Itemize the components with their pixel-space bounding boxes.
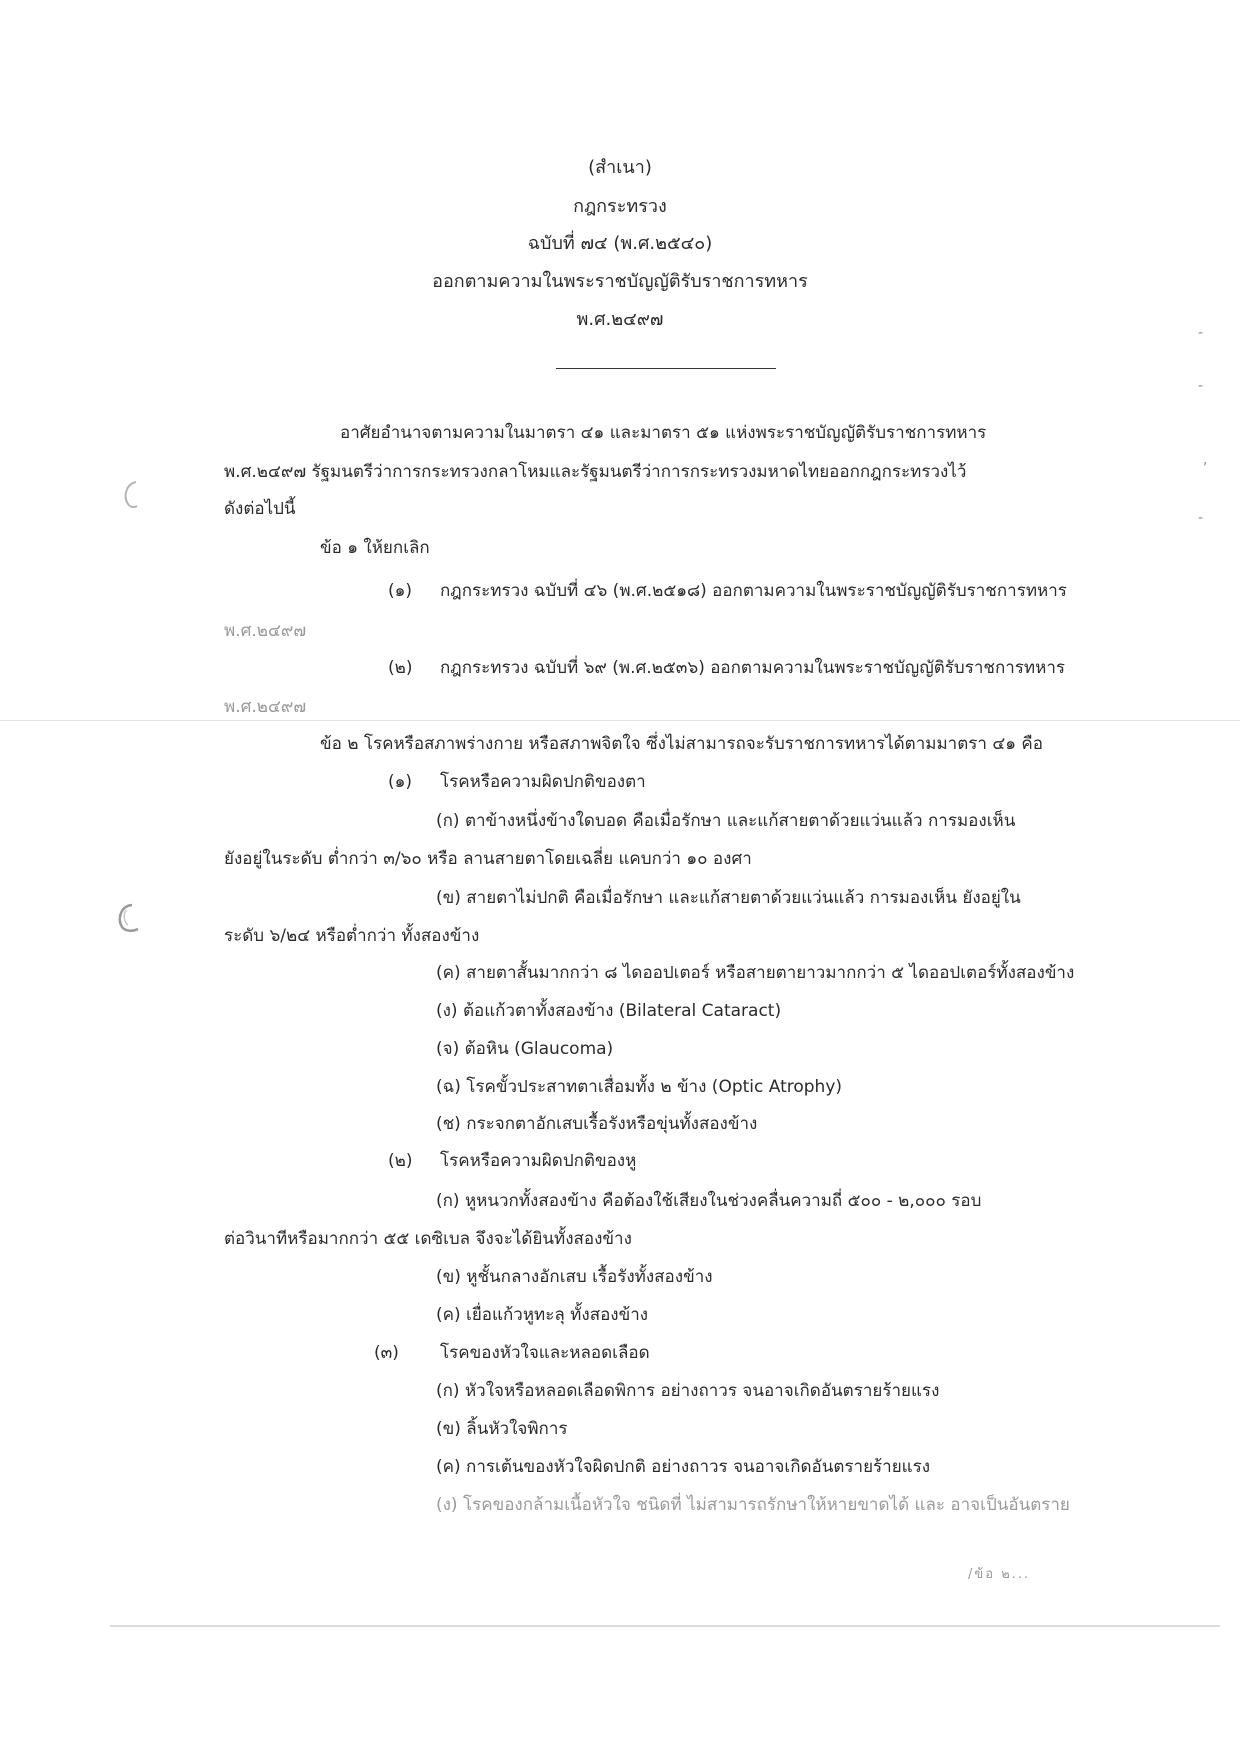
- clause-1-item-cont: พ.ศ.๒๔๙๗: [224, 697, 307, 717]
- section-eye-num: (๑): [388, 772, 413, 792]
- clause-1-item-cont: พ.ศ.๒๔๙๗: [224, 621, 307, 641]
- eye-item: (ก) ตาข้างหนึ่งข้างใดบอด คือเมื่อรักษา และแก้สายตาด้วยแว่นแล้ว การมองเห็น: [436, 811, 1016, 831]
- header-divider: [556, 368, 776, 369]
- eye-item: (ค) สายตาสั้นมากกว่า ๘ ไดออปเตอร์ หรือสายตายาวมากกว่า ๕ ไดออปเตอร์ทั้งสองข้าง: [436, 963, 1075, 983]
- eye-item: ระดับ ๖/๒๔ หรือต่ำกว่า ทั้งสองข้าง: [224, 926, 480, 946]
- section-ear-title: โรคหรือความผิดปกติของหู: [440, 1151, 637, 1171]
- punch-hole-icon: [118, 478, 146, 512]
- issue-number: ฉบับที่ ๗๔ (พ.ศ.๒๕๔๐): [527, 233, 713, 254]
- clause-1-heading: ข้อ ๑ ให้ยกเลิก: [320, 538, 430, 558]
- issued-under: ออกตามความในพระราชบัญญัติรับราชการทหาร: [432, 271, 808, 292]
- ear-item: ต่อวินาทีหรือมากกว่า ๕๕ เดซิเบล จึงจะได้ยินทั้งสองข้าง: [224, 1229, 632, 1249]
- ear-item: (ก) หูหนวกทั้งสองข้าง คือต้องใช้เสียงในช่วงคลื่นความถี่ ๕๐๐ - ๒,๐๐๐ รอบ: [436, 1191, 982, 1211]
- eye-item: (ข) สายตาไม่ปกติ คือเมื่อรักษา และแก้สายตาด้วยแว่นแล้ว การมองเห็น ยังอยู่ใน: [436, 888, 1021, 908]
- copy-label: (สำเนา): [588, 157, 652, 178]
- scan-speck: -: [1198, 325, 1204, 341]
- act-year: พ.ศ.๒๔๙๗: [576, 309, 664, 330]
- page-continuation: /ข้อ ๒...: [968, 1567, 1031, 1582]
- heart-item: (ข) ลิ้นหัวใจพิการ: [436, 1419, 568, 1439]
- clause-1-item-num: (๑): [388, 581, 413, 601]
- section-heart-num: (๓): [374, 1343, 399, 1363]
- scan-speck: -: [1198, 378, 1204, 394]
- preamble-line: อาศัยอำนาจตามความในมาตรา ๔๑ และมาตรา ๕๑ แห่งพระราชบัญญัติรับราชการทหาร: [340, 423, 987, 443]
- section-eye-title: โรคหรือความผิดปกติของตา: [440, 772, 646, 792]
- ear-item: (ค) เยื่อแก้วหูทะลุ ทั้งสองข้าง: [436, 1305, 649, 1325]
- eye-item: ยังอยู่ในระดับ ต่ำกว่า ๓/๖๐ หรือ ลานสายตาโดยเฉลี่ย แคบกว่า ๑๐ องศา: [224, 849, 752, 869]
- doc-type: กฎกระทรวง: [573, 196, 667, 217]
- scan-speck: -: [1198, 510, 1204, 526]
- heart-item: (ง) โรคของกล้ามเนื้อหัวใจ ชนิดที่ ไม่สามารถรักษาให้หายขาดได้ และ อาจเป็นอันตราย: [436, 1495, 1070, 1515]
- preamble-line: ดังต่อไปนี้: [224, 499, 296, 519]
- eye-item: (ช) กระจกตาอักเสบเรื้อรังหรือขุ่นทั้งสองข้าง: [436, 1114, 758, 1134]
- section-heart-title: โรคของหัวใจและหลอดเลือด: [440, 1343, 650, 1363]
- clause-1-item-num: (๒): [388, 658, 413, 678]
- scan-line: [0, 720, 1240, 721]
- preamble-line: พ.ศ.๒๔๙๗ รัฐมนตรีว่าการกระทรวงกลาโหมและรัฐมนตรีว่าการกระทรวงมหาดไทยออกกฎกระทรวงไว้: [224, 462, 967, 482]
- scan-line: [110, 1625, 1220, 1627]
- eye-item: (ฉ) โรคขั้วประสาทตาเสื่อมทั้ง ๒ ข้าง (Optic Atrophy): [436, 1077, 843, 1097]
- eye-item: (จ) ต้อหิน (Glaucoma): [436, 1039, 614, 1059]
- clause-1-item-text: กฎกระทรวง ฉบับที่ ๖๙ (พ.ศ.๒๕๓๖) ออกตามความในพระราชบัญญัติรับราชการทหาร: [440, 658, 1065, 678]
- punch-hole-icon: [112, 900, 146, 936]
- clause-2-heading: ข้อ ๒ โรคหรือสภาพร่างกาย หรือสภาพจิตใจ ซึ่งไม่สามารถจะรับราชการทหารได้ตามมาตรา ๔๑ คือ: [320, 734, 1043, 754]
- ear-item: (ข) หูชั้นกลางอักเสบ เรื้อรังทั้งสองข้าง: [436, 1267, 713, 1287]
- clause-1-item-text: กฎกระทรวง ฉบับที่ ๔๖ (พ.ศ.๒๕๑๘) ออกตามความในพระราชบัญญัติรับราชการทหาร: [440, 581, 1067, 601]
- heart-item: (ค) การเต้นของหัวใจผิดปกติ อย่างถาวร จนอาจเกิดอันตรายร้ายแรง: [436, 1457, 931, 1477]
- scan-speck: ,: [1203, 452, 1208, 468]
- eye-item: (ง) ต้อแก้วตาทั้งสองข้าง (Bilateral Cataract): [436, 1001, 782, 1021]
- heart-item: (ก) หัวใจหรือหลอดเลือดพิการ อย่างถาวร จนอาจเกิดอันตรายร้ายแรง: [436, 1381, 940, 1401]
- section-ear-num: (๒): [388, 1151, 413, 1171]
